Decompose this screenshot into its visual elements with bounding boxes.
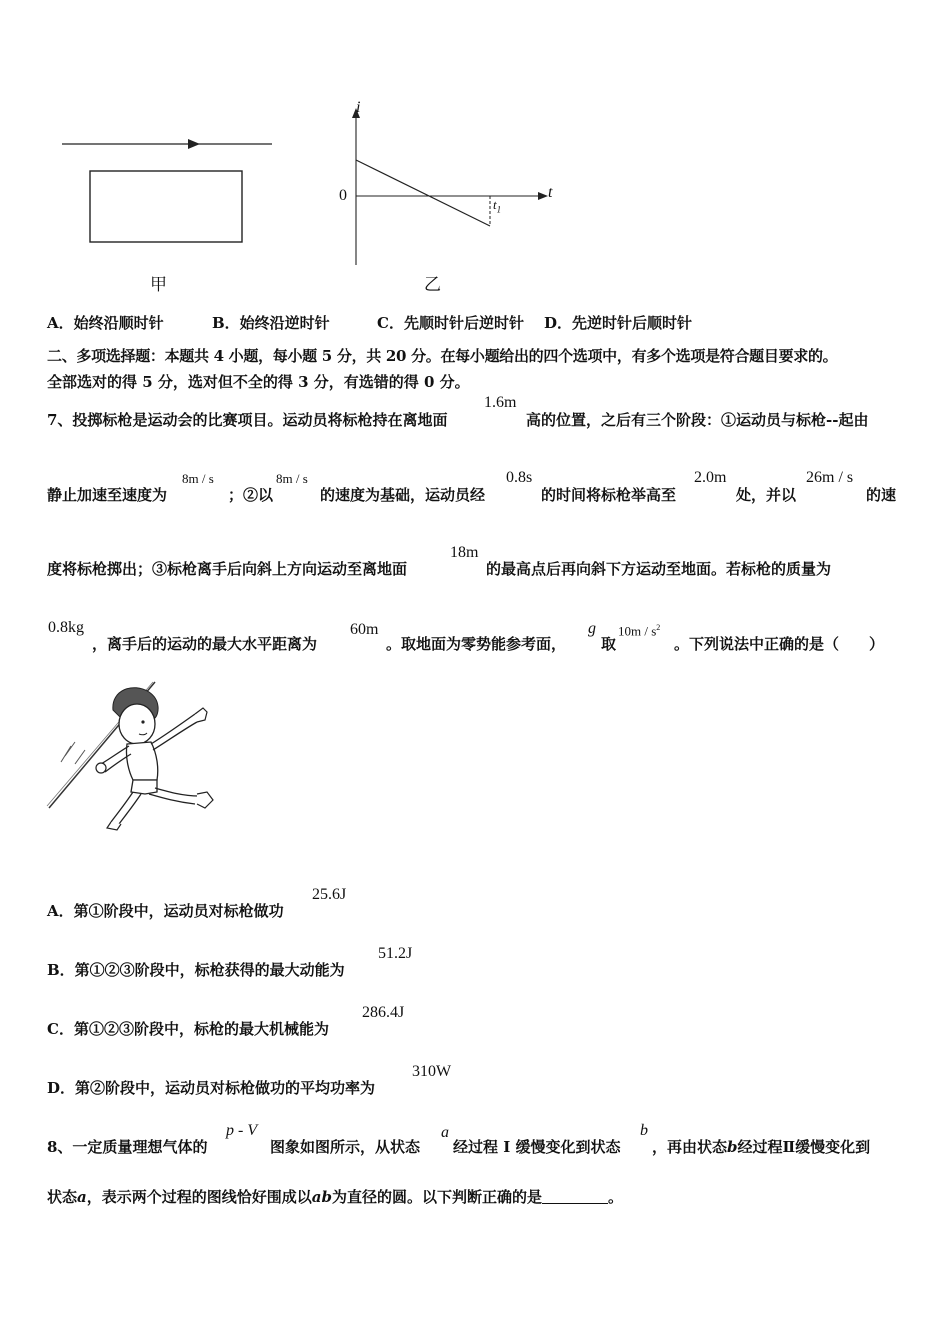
q8-line1-d: ，再由状态b经过程Ⅱ缓慢变化到 (652, 1138, 871, 1156)
q7-value-10ms2: $10m / s^2$ (618, 623, 661, 639)
q7-line2-e: 处，并以 (736, 486, 797, 504)
q7-option-b: B．第①②③阶段中，标枪获得的最大动能为 (47, 961, 345, 979)
q8-line1-b: 图象如图所示，从状态 (270, 1138, 421, 1156)
section2-line2: 全部选对的得 5 分，选对但不全的得 3 分，有选错的得 0 分。 (47, 373, 470, 391)
q7-option-d: D．第②阶段中，运动员对标枪做功的平均功率为 (47, 1079, 376, 1097)
t-axis-arrow (538, 192, 548, 200)
q7-line2-d: 的时间将标枪举高至 (541, 486, 677, 504)
q7-option-b-value: 51.2J (378, 945, 413, 962)
q7-symbol-g: g (588, 620, 596, 637)
q7-line4-a: ，离手后的运动的最大水平距离为 (92, 635, 318, 653)
q7-value-2-0m: 2.0m (694, 469, 727, 486)
q7-line2-c: 的速度为基础，运动员经 (320, 486, 486, 504)
figure-yi-label: 乙 (424, 275, 441, 295)
q7-line1-a: 7、投掷标枪是运动会的比赛项目。运动员将标枪持在离地面 (47, 411, 448, 429)
q7-value-26ms: 26m / s (806, 469, 854, 486)
q8-symbol-a: a (441, 1124, 449, 1141)
q7-line4-c: 取 (601, 635, 617, 653)
q8-symbol-b: b (640, 1122, 648, 1139)
q7-option-c-value: 286.4J (362, 1004, 405, 1021)
q7-option-a: A．第①阶段中，运动员对标枪做功 (47, 902, 284, 920)
t1-label: $t_1$ (493, 197, 502, 215)
q7-value-0-8kg: 0.8kg (48, 619, 84, 636)
current-line (356, 160, 490, 226)
q6-option-c: C．先顺时针后逆时针 (377, 314, 524, 332)
q8-symbol-pv: p - V (226, 1122, 258, 1139)
q8-answer-blank[interactable] (542, 1189, 608, 1204)
q6-option-a: A．始终沿顺时针 (47, 314, 164, 332)
q7-line4-d: 。下列说法中正确的是（ ） (674, 635, 885, 653)
q7-line3-b: 的最高点后再向斜下方运动至地面。若标枪的质量为 (486, 560, 832, 578)
q8-line1-a: 8、一定质量理想气体的 (47, 1138, 208, 1156)
q6-option-d: D．先逆时针后顺时针 (544, 314, 693, 332)
section2-line1: 二、多项选择题：本题共 4 小题，每小题 5 分，共 20 分。在每小题给出的四个选项中，有多个选项是符合题目要求的。 (47, 347, 838, 365)
q7-value-0-8s: 0.8s (506, 469, 533, 486)
q6-option-b: B．始终沿逆时针 (212, 314, 330, 332)
q8-line2: 状态a，表示两个过程的图线恰好围成以ab为直径的圆。以下判断正确的是 。 (47, 1188, 624, 1206)
figure-jia (55, 130, 295, 270)
q7-value-1-6m: 1.6m (484, 394, 517, 411)
q7-value-18m: 18m (450, 544, 479, 561)
q7-option-c: C．第①②③阶段中，标枪的最大机械能为 (47, 1020, 329, 1038)
q7-line2-a: 静止加速至速度为 (47, 486, 168, 504)
q7-line2-b: ；②以 (228, 486, 274, 504)
q7-value-8ms-1: 8m / s (182, 471, 214, 486)
q7-line1-b: 高的位置，之后有三个阶段：①运动员与标枪--起由 (526, 411, 869, 429)
q8-line1-c: 经过程 I 缓慢变化到状态 (453, 1138, 621, 1156)
q7-option-d-value: 310W (412, 1063, 452, 1080)
coil-loop (90, 171, 242, 242)
q7-line4-b: 。取地面为零势能参考面， (386, 635, 567, 653)
axis-t-label: t (548, 184, 553, 201)
q7-line3-a: 度将标枪掷出；③标枪离手后向斜上方向运动至离地面 (47, 560, 408, 578)
figure-jia-label: 甲 (150, 275, 167, 295)
current-arrow (188, 139, 200, 149)
q7-line2-f: 的速 (866, 486, 897, 504)
axis-i-label: i (356, 99, 361, 116)
q7-value-8ms-2: 8m / s (276, 471, 308, 486)
figure-yi (330, 100, 560, 275)
q7-value-60m: 60m (350, 621, 379, 638)
q7-option-a-value: 25.6J (312, 886, 347, 903)
javelin-thrower-illustration (45, 680, 225, 840)
origin-label: 0 (339, 187, 347, 204)
